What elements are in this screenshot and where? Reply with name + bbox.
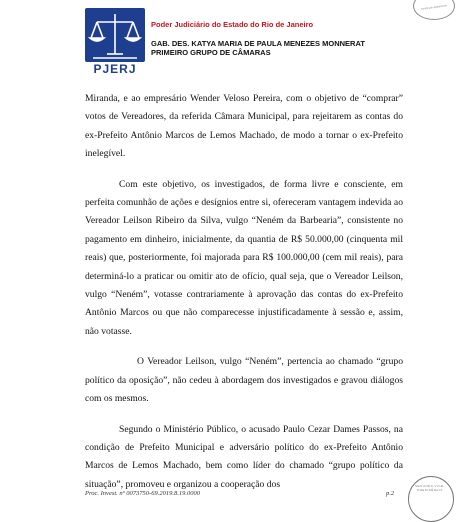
court-seal-stamp [408,476,454,522]
court-name: Poder Judiciário do Estado do Rio de Janeiro [151,20,314,29]
logo-wordmark: PJERJ [93,62,137,76]
stamp-text: Certificado digitalmente [420,4,448,11]
scales-of-justice-icon [85,8,145,62]
seal-text: SEGUNDA VICE-PRESIDÊNCIA [414,484,445,492]
document-body [85,90,403,494]
page-number: p.2 [386,490,395,497]
header-text-block [151,20,411,57]
paragraph-ministerio-publico: Segundo o Ministério Público, o acusado Paulo Cezar Dames Passos, na condição de Prefeito Municipal e adversário político do ex-Prefeito Antônio Marcos de Lemos Machado, bem como líder do chamado “grupo político da situação”, promoveu e organizou a cooperação dos [85,423,403,490]
chamber-group-name: PRIMEIRO GRUPO DE CÂMARAS [151,48,271,57]
office-name: GAB. DES. KATYA MARIA DE PAULA MENEZES MONNERAT [151,39,365,48]
paragraph-vereador: O Vereador Leilson, vulgo “Neném”, pertencia ao chamado “grupo político da oposição”, não cedeu à abordagem dos investigados e gravou diálogos com os mesmos. [85,356,403,405]
case-reference: Proc. Invest. nº 0073750-69.2019.8.19.0000 [85,490,200,497]
paragraph-continuation: Miranda, e ao empresário Wender Veloso Pereira, com o objetivo de “comprar” votos de Vereadores, da referida Câmara Municipal, para rejeitarem as contas do ex-Prefeito Antônio Marcos de Lemos Machado, de modo a tornar o ex-Prefeito inelegível. [85,93,403,160]
paragraph-offer: Com este objetivo, os investigados, de forma livre e consciente, em perfeita comunhão de ações e desígnios entre si, ofereceram vantagem indevida ao Vereador Leilson Ribeiro da Silva, vulgo “Neném da Barbearia”, consistente no pagamento em dinheiro, inicialmente, da quantia de R$ 50.000,00 (cinquenta mil reais) que, posteriormente, foi majorada para R$ 100.000,00 (cem mil reais), para determiná-lo a praticar ou omitir ato de ofício, qual seja, que o Vereador Leilson, vulgo “Neném”, votasse contrariamente à aprovação das contas do ex-Prefeito Antônio Marcos ou que não comparecesse injustificadamente à sessão e, assim, não votasse. [85,178,403,337]
page-header [0,0,457,80]
pjerj-logo [85,8,145,62]
